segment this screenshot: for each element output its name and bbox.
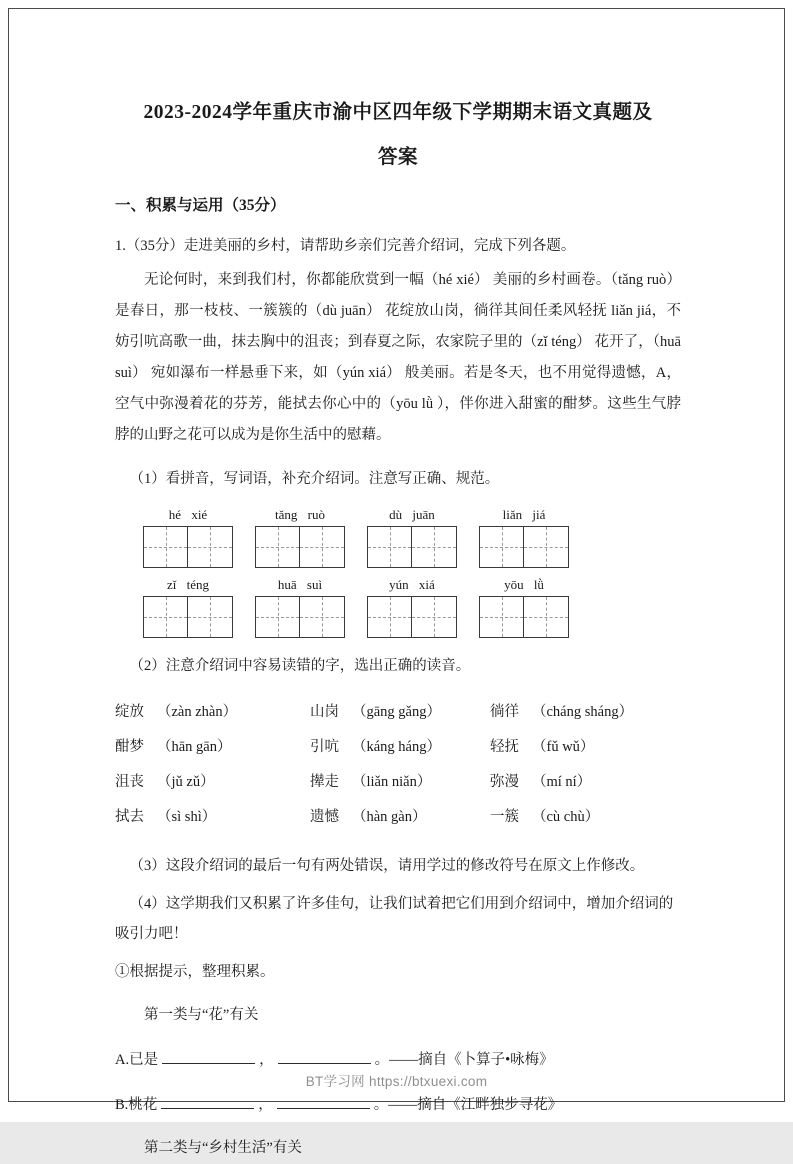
writing-cell bbox=[300, 527, 344, 567]
site-footer: BT学习网 https://btxuexi.com bbox=[305, 1074, 488, 1089]
writing-cell bbox=[524, 597, 568, 637]
pron-item bbox=[310, 800, 490, 835]
writing-grid bbox=[479, 596, 569, 638]
quote-a-prefix: A.已是 bbox=[115, 1052, 159, 1068]
quote-b-source: 。——摘自《江畔独步寻花》 bbox=[373, 1097, 563, 1113]
quote-a-source: 。——摘自《卜算子•咏梅》 bbox=[374, 1052, 554, 1068]
pinyin-label: liǎn jiá bbox=[502, 507, 546, 522]
writing-grid bbox=[255, 526, 345, 568]
writing-cell bbox=[524, 527, 568, 567]
page-title-line-1: 2023-2024学年重庆市渝中区四年级下学期期末语文真题及 bbox=[143, 102, 653, 123]
pron-word: 遗憾 bbox=[310, 809, 339, 825]
writing-cell bbox=[188, 527, 232, 567]
writing-grid bbox=[367, 596, 457, 638]
sub-question-4: （4）这学期我们又积累了许多佳句，让我们试着把它们用到介绍词中，增加介绍词的吸引力吧！ bbox=[115, 896, 674, 942]
quote-line-b bbox=[115, 1090, 681, 1121]
pinyin-grid-group bbox=[479, 576, 569, 638]
pinyin-grid-group bbox=[255, 576, 345, 638]
answer-blank bbox=[277, 1094, 370, 1109]
pron-item bbox=[115, 765, 310, 800]
pron-word: 沮丧 bbox=[115, 774, 144, 790]
sub-question-1: （1）看拼音，写词语，补充介绍词。注意写正确、规范。 bbox=[129, 471, 500, 487]
pron-item bbox=[115, 695, 310, 730]
writing-cell bbox=[368, 527, 412, 567]
pron-word: 一簇 bbox=[490, 809, 519, 825]
writing-grid bbox=[479, 526, 569, 568]
passage-text: 无论何时，来到我们村，你都能欣赏到一幅（hé xié） 美丽的乡村画卷。（tǎng ruò） 是春日，那一枝枝、一簇簇的（dù juān） 花绽放山岗，徜徉其间任柔风轻抚 liǎn jiá，不妨引吭高歌一曲，抹去胸中的沮丧；到春夏之际，农家院子里的（zǐ téng） 花开了，（huā suì） 宛如瀑布一样悬垂下来，如（yún xiá） 般美丽。若是冬天，也不用觉得遗憾，A，空气中弥漫着花的芬芳，能拭去你心中的（yōu lǜ ），伴你进入甜蜜的酣梦。这些生气脖脖的山野之花可以成为是你生活中的慰藉。 bbox=[115, 272, 681, 443]
pron-word: 绽放 bbox=[115, 704, 144, 720]
writing-cell bbox=[368, 597, 412, 637]
pronunciation-choice-table bbox=[115, 695, 681, 835]
pron-options: （gāng gǎng） bbox=[352, 704, 441, 720]
pron-word: 轻抚 bbox=[490, 739, 519, 755]
pinyin-grid-group bbox=[367, 506, 457, 568]
pron-word: 徜徉 bbox=[490, 704, 519, 720]
pron-item bbox=[310, 730, 490, 765]
writing-cell bbox=[412, 527, 456, 567]
writing-cell bbox=[480, 527, 524, 567]
pinyin-label: huā suì bbox=[277, 577, 323, 592]
writing-cell bbox=[412, 597, 456, 637]
pinyin-label: yún xiá bbox=[389, 577, 435, 592]
pinyin-grid-group bbox=[143, 576, 233, 638]
pron-options: （káng háng） bbox=[352, 739, 441, 755]
pron-options: （fǔ wǔ） bbox=[532, 739, 595, 755]
pron-options: （hān gān） bbox=[157, 739, 232, 755]
pinyin-grid-group bbox=[479, 506, 569, 568]
pinyin-grid-group bbox=[255, 506, 345, 568]
pron-word: 弥漫 bbox=[490, 774, 519, 790]
pron-options: （liǎn niǎn） bbox=[352, 774, 432, 790]
pron-item bbox=[490, 695, 681, 730]
pron-options: （mí ní） bbox=[532, 774, 592, 790]
pron-item bbox=[310, 695, 490, 730]
pron-options: （zàn zhàn） bbox=[157, 704, 238, 720]
writing-cell bbox=[188, 597, 232, 637]
pron-item bbox=[490, 800, 681, 835]
pron-options: （sì shì） bbox=[157, 809, 217, 825]
writing-cell bbox=[144, 597, 188, 637]
quote-b-separator: ， bbox=[258, 1097, 273, 1113]
pron-word: 酣梦 bbox=[115, 739, 144, 755]
item-circle-1: ①根据提示，整理积累。 bbox=[115, 964, 275, 980]
pinyin-label: zǐ téng bbox=[166, 577, 209, 592]
pron-item bbox=[115, 730, 310, 765]
writing-grid bbox=[143, 526, 233, 568]
writing-cell bbox=[256, 527, 300, 567]
pron-options: （cù chù） bbox=[532, 809, 600, 825]
pinyin-label: yōu lǜ bbox=[504, 577, 544, 592]
sub-question-3: （3）这段介绍词的最后一句有两处错误，请用学过的修改符号在原文上作修改。 bbox=[129, 858, 645, 874]
writing-cell bbox=[256, 597, 300, 637]
pron-word: 山岗 bbox=[310, 704, 339, 720]
writing-cell bbox=[144, 527, 188, 567]
pron-word: 引吭 bbox=[310, 739, 339, 755]
writing-cell bbox=[480, 597, 524, 637]
pinyin-label: dù juān bbox=[389, 507, 435, 522]
pron-item bbox=[310, 765, 490, 800]
question-1-intro: 1.（35分）走进美丽的乡村，请帮助乡亲们完善介绍词，完成下列各题。 bbox=[115, 238, 576, 254]
pinyin-writing-grid-section bbox=[115, 506, 681, 638]
category-2-label: 第二类与“乡村生活”有关 bbox=[144, 1140, 302, 1156]
pron-item bbox=[490, 765, 681, 800]
pinyin-grid-group bbox=[367, 576, 457, 638]
answer-blank bbox=[162, 1049, 255, 1064]
pron-options: （hàn gàn） bbox=[352, 809, 427, 825]
pinyin-grid-row-1 bbox=[143, 506, 681, 568]
page-title-line-2: 答案 bbox=[377, 147, 418, 168]
pron-options: （cháng sháng） bbox=[532, 704, 634, 720]
pinyin-label: tǎng ruò bbox=[275, 507, 325, 522]
pinyin-grid-row-2 bbox=[143, 576, 681, 638]
pron-item bbox=[115, 800, 310, 835]
pron-options: （jǔ zǔ） bbox=[157, 774, 215, 790]
writing-grid bbox=[367, 526, 457, 568]
answer-blank bbox=[161, 1094, 254, 1109]
quote-b-prefix: B.桃花 bbox=[115, 1097, 158, 1113]
answer-blank bbox=[278, 1049, 371, 1064]
writing-grid bbox=[255, 596, 345, 638]
page-content bbox=[115, 90, 681, 1164]
pinyin-label: hé xié bbox=[168, 507, 208, 522]
writing-grid bbox=[143, 596, 233, 638]
sub-question-2: （2）注意介绍词中容易读错的字，选出正确的读音。 bbox=[129, 658, 471, 674]
pron-item bbox=[490, 730, 681, 765]
pinyin-grid-group bbox=[143, 506, 233, 568]
writing-cell bbox=[300, 597, 344, 637]
section-heading: 一、积累与运用（35分） bbox=[115, 197, 286, 214]
pron-word: 拭去 bbox=[115, 809, 144, 825]
pron-word: 撵走 bbox=[310, 774, 339, 790]
category-1-label: 第一类与“花”有关 bbox=[144, 1007, 259, 1023]
quote-a-separator: ， bbox=[259, 1052, 274, 1068]
page-title bbox=[115, 90, 681, 180]
